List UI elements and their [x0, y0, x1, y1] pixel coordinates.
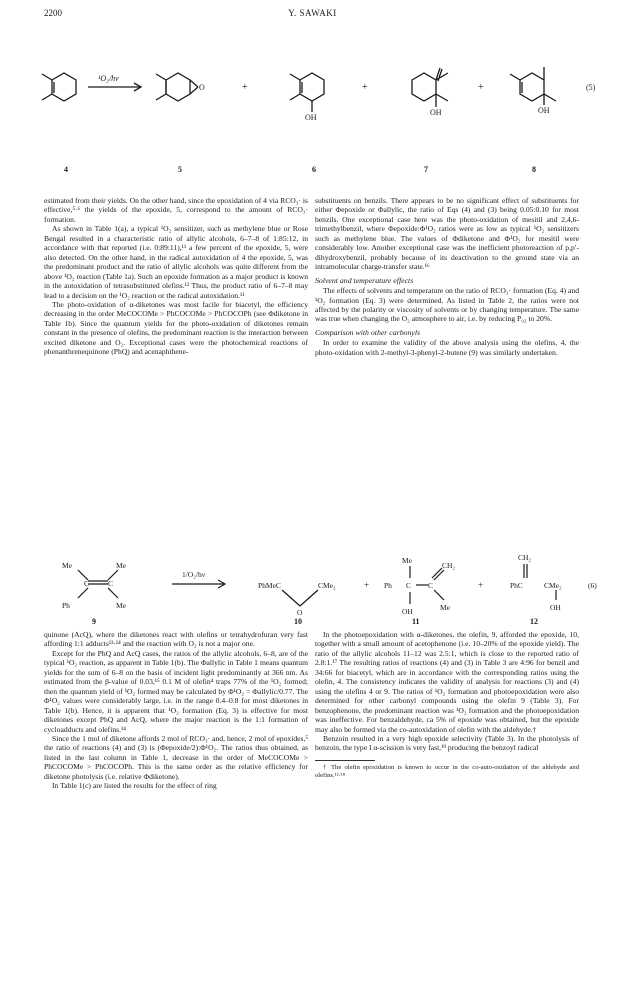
- structure-7: [412, 68, 448, 107]
- plus-sign: +: [362, 82, 368, 93]
- carbon-label: C: [428, 581, 434, 590]
- equation-number-5: (5): [586, 83, 596, 92]
- plus-sign: +: [242, 82, 248, 93]
- paragraph: In the photoepoxidation with α-diketones, the olefin, 9, afforded the epoxide, 10, together with a small amount of acetophenone (i.e. 10–20% of the epoxide yield). The ratio of the allylic alcohols 11–12 was 2.5:1, which is close to the reported ratio of 2.8:1.¹⁷ The resulting ratios of reactions (4) and (3) in Table 3 are 4:96 for benzil and 34:66 for biacetyl, which are in accordance with the corresponding ratios using the olefin, 4. The consistency indicates the validity of analysis for reactions (3) and (4) using the olefins 4 or 9. The ratios of ¹O₂ formation and photoepoxidation were also determined for other carbonyl compounds using the olefin 9 (Table 3). For benzophenone, the predominant reaction was ¹O₂ formation and the photoepoxidation was ineffective. For benzaldehyde, ca 5% of epoxide was obtained, but the epoxide may also be formed via the co-autoxidation of olefin with the aldehyde.†: [315, 630, 579, 734]
- methyl-label: Me: [116, 561, 126, 570]
- compound-number-6: 6: [312, 165, 316, 174]
- methyl-label: Me: [62, 561, 72, 570]
- paragraph: The photo-oxidation of α-diketones was most facile for biacetyl, the efficiency decreasing in the order MeCOCOMe > PhCOCOMe > PhCOCOPh (see Φdiketone in Table 1b). Since the quantum yields for the photo-oxidation of diketones remain constant in the presence of olefins, the predominant reaction is the interaction between excited diketone and O₂. Exceptional cases were the photochemical reactions of phenanthrenequinone (PhQ) and acenaphthene-: [44, 299, 308, 357]
- section-heading-comparison: Comparison with other carbonyls: [315, 327, 421, 337]
- right-column-lower: [315, 630, 579, 780]
- hydroxyl-label-6: OH: [305, 113, 317, 122]
- paragraph: estimated from their yields. On the other hand, since the epoxidation of 4 via RCO₃· is effective,⁵·⁶ the yields of the epoxide, 5, correspond to the amount of RCO₃· formation.: [44, 196, 308, 224]
- structure-5: [156, 73, 198, 101]
- page-number: 2200: [44, 8, 62, 18]
- structure-6: [290, 73, 324, 112]
- compound-number-10: 10: [294, 617, 302, 626]
- text-block-lower: [0, 630, 625, 1000]
- page-header: [0, 8, 625, 24]
- paragraph: Since the 1 mol of diketone affords 2 mol of RCO₃· and, hence, 2 mol of epoxides,⁵ the ratio of reactions (4) and (3) is (Φepoxide/2):Φ¹O₂. The ratios thus obtained, as listed in the last column in Table 1, decrease in the order of MeCOCOMe > PhCOCOMe > PhCOCOPh. This is the same order as the relative efficiency for diketone photolysis (i.e. relative Φdiketone).: [44, 733, 308, 781]
- left-column-upper: [44, 196, 308, 357]
- compound-number-8: 8: [532, 165, 536, 174]
- carbon-label: C: [406, 581, 412, 590]
- right-column-upper: [315, 196, 579, 357]
- footnote: † The olefin epoxidation is known to occur in the co-auto-oxidation of the aldehyde and olefins.¹²·¹⁸: [315, 763, 579, 780]
- hydroxyl-label-7: OH: [430, 108, 442, 117]
- carbon-label: C: [108, 579, 114, 588]
- hydroxyl-label-11: OH: [402, 607, 413, 616]
- structure-4: [42, 73, 76, 101]
- text-block-upper: [0, 196, 625, 536]
- methyl-label: Me: [116, 601, 126, 610]
- arrow-label-5: ¹O₂/hν: [98, 74, 119, 83]
- phenyl-carbon-label: PhC: [510, 581, 523, 590]
- epoxide-carbon-right: CMe₂: [318, 581, 336, 590]
- methyl-label: Me: [440, 603, 450, 612]
- paragraph: In Table 1(c) are listed the results for the effect of ring: [52, 781, 217, 791]
- epoxide-carbon-left: PhMeC: [258, 581, 281, 590]
- section-heading-solvent: Solvent and temperature effects: [315, 275, 414, 285]
- methyl-label: Me: [402, 556, 412, 565]
- paragraph: Except for the PhQ and AcQ cases, the ratios of the allylic alcohols, 6–8, are of the typical ¹O₂ reaction, as apparent in Table 1(b). The Φallylic in Table 1 means quantum yields for the sum of 6–8 on the basis of incident light predominantly at 366 nm. As estimated from the β-value of 0.03,¹⁵ 0.1 M of olefin⁴ traps 77% of the ¹O₂ formed; then the quantum yield of ¹O₂ formed may be calculated by Φ¹O₂ = Φallylic/0.77. The Φ¹O₂ values were considerably large, i.e. in the range 0.4–0.8 for most diketones in Table 1(b). Hence, it is apparent that ¹O₂ formation (Eq. 3) is effective for most diketones except PhQ and AcQ, where the major reaction is the 1:1 formation of cycloadducts and olefins.¹⁴: [44, 648, 308, 734]
- compound-number-4: 4: [64, 165, 68, 174]
- carbon-label: C: [84, 579, 90, 588]
- phenyl-label: Ph: [384, 581, 392, 590]
- footnote-rule: [315, 760, 375, 761]
- hydroxyl-label-8: OH: [538, 106, 550, 115]
- arrow-label-6: 1/O₂/hν: [182, 570, 206, 579]
- paragraph: substituents on benzils. There appears to be no significant effect of substituents for either Φepoxide or Φallylic, the ratio of Eqs (4) and (3) being 0.05:0.10 for most benzils. One exceptional case here was the photo-oxidation of mesitil and 2,4,6-trimethylbenzil, where Φepoxide:Φ¹O₂ ratios were as low as typical ¹O₂ sensitizers such as methylene blue. The values of Φdiketone and Φ¹O₂ for mesitil were considerably low. Another exceptional case was the inefficient photoreaction of p,p′-dihydroxybenzil, probably because of its deactivation to the ground state via an intramolecular charge-transfer state.¹⁶: [315, 196, 579, 272]
- reaction-scheme-5: [0, 42, 625, 187]
- structure-11: [410, 566, 444, 604]
- epoxide-oxygen-label: O: [297, 608, 303, 617]
- paragraph: quinone (AcQ), where the diketones react with olefins or tetrahydrofuran very fast affording 1:1 adducts¹³·¹⁴ and the reaction with O₂ is not a major one.: [44, 630, 308, 649]
- compound-number-5: 5: [178, 165, 182, 174]
- phenyl-label: Ph: [62, 601, 70, 610]
- dimethyl-carbon-label: CMe₂: [544, 581, 562, 590]
- paragraph: As shown in Table 1(a), a typical ¹O₂ sensitizer, such as methylene blue or Rose Bengal resulted in a characteristic ratio of allylic alcohols, 6–7–8 of 1:85:12, in accordance with that reported (i.e. 0:89:11),¹¹ a few percent of the epoxide, 5, were also detected. On the other hand, in the radical autoxidation of 4 the epoxide, 5, was the predominant product and the ratio of allylic alcohols was quite different from the above ¹O₂ reaction (Table 1a). Such an epoxide formation as a major product is known in the autoxidation of tetrasubstituted olefins.¹² Thus, the product ratio of 6–7–8 may lead to a decision on the ¹O₂ reaction or the radical autoxidation.¹¹: [44, 224, 308, 300]
- plus-sign: +: [478, 82, 484, 93]
- paragraph: The effects of solvents and temperature on the ratio of RCO₃· formation (Eq. 4) and ¹O₂ formation (Eq. 3) were determined. As listed in Table 2, the ratios were not affected by the polarity or viscosity of solvents or by changing temperature. The same was true when changing the O₂ atmosphere to air, i.e. by reducing P₀₂ to 20%.: [315, 286, 579, 324]
- compound-number-12: 12: [530, 617, 538, 626]
- paragraph: In order to examine the validity of the above analysis using the olefins, 4, the photo-oxidation with 2-methyl-3-phenyl-2-butene (9) was similarly undertaken.: [315, 338, 579, 357]
- compound-number-11: 11: [412, 617, 420, 626]
- paragraph: Benzoin resulted in a very high epoxide selectivity (Table 3). In the photolysis of benzoin, the type I α-scission is very fast,¹⁹ producing the benzoyl radical: [315, 733, 579, 753]
- structure-8: [510, 67, 556, 105]
- methylene-label: CH₂: [518, 553, 532, 562]
- hydroxyl-label-12: OH: [550, 603, 561, 612]
- plus-sign: +: [478, 580, 484, 590]
- structure-10: [282, 590, 318, 606]
- reaction-scheme-6: [0, 538, 625, 628]
- plus-sign: +: [364, 580, 370, 590]
- methylene-label: CH₂: [442, 561, 456, 570]
- equation-number-6: (6): [588, 581, 597, 590]
- compound-number-9: 9: [92, 617, 96, 626]
- running-head-author: Y. SAWAKI: [288, 8, 337, 18]
- left-column-lower: [44, 630, 308, 791]
- epoxide-oxygen-label: O: [199, 83, 205, 92]
- compound-number-7: 7: [424, 165, 428, 174]
